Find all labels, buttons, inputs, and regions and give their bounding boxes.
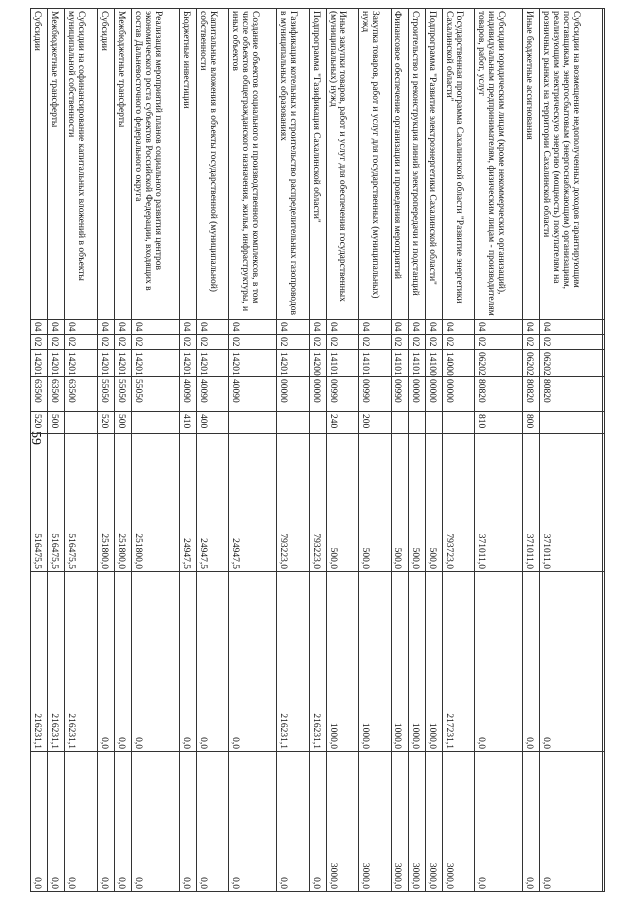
row-name-cell: Создание объектов социального и производственного комплексов, в том числе объектов общегражданского назначения, жилья, инфраструктуры, и иных объектов	[229, 9, 277, 320]
row-name-cell: Иные бюджетные ассигнования	[523, 9, 540, 320]
expense-type-cell: 240	[326, 412, 358, 434]
row-name-cell: Субсидии	[97, 9, 114, 320]
direction-code-cell: 00000	[425, 377, 442, 412]
expense-type-cell	[65, 412, 97, 434]
section-code-cell: 04	[196, 320, 228, 335]
program-code-cell: 14201	[48, 350, 65, 377]
amount-year1-cell: 371011,0	[540, 434, 603, 572]
amount-year3-cell: 3000,0	[408, 752, 425, 892]
amount-year3-cell: 0,0	[131, 752, 179, 892]
amount-year3-cell	[603, 752, 605, 892]
program-code-cell: 14101	[391, 350, 408, 377]
amount-year3-cell: 3000,0	[326, 752, 358, 892]
amount-year2-cell: 0,0	[97, 572, 114, 752]
amount-year2-cell	[603, 572, 605, 752]
section-code-cell: 04	[48, 320, 65, 335]
row-name-cell: Подпрограмма "Газификация Сахалинской области"	[309, 9, 326, 320]
row-name-cell: Субсидии	[31, 9, 48, 320]
amount-year1-cell: 371011,0	[523, 434, 540, 572]
row-name-cell: Строительство и реконструкция линий электропередачи и подстанций	[408, 9, 425, 320]
row-name-cell: Газификация котельных и строительство распределительных газопроводов в муниципальных образованиях	[277, 9, 309, 320]
subsection-code-cell: 02	[277, 335, 309, 350]
section-code-cell: 04	[408, 320, 425, 335]
amount-year2-cell: 1000,0	[425, 572, 442, 752]
amount-year3-cell: 0,0	[523, 752, 540, 892]
amount-year1-cell: 371011,0	[475, 434, 523, 572]
expense-type-cell: 810	[475, 412, 523, 434]
section-code-cell	[603, 320, 605, 335]
row-name-cell: Финансовое обеспечение организации и проведения мероприятий	[391, 9, 408, 320]
amount-year2-cell: 216231,1	[48, 572, 65, 752]
program-code-cell	[603, 350, 605, 377]
direction-code-cell: 55050	[114, 377, 131, 412]
direction-code-cell: 00990	[359, 377, 391, 412]
section-code-cell: 04	[31, 320, 48, 335]
amount-year1-cell: 24947,5	[229, 434, 277, 572]
program-code-cell: 06202	[523, 350, 540, 377]
table-row	[229, 9, 277, 892]
program-code-cell: 14200	[309, 350, 326, 377]
program-code-cell: 14100	[425, 350, 442, 377]
amount-year1-cell: 500,0	[359, 434, 391, 572]
amount-year1-cell: 793723,0	[442, 434, 474, 572]
amount-year3-cell: 0,0	[31, 752, 48, 892]
budget-table-container	[30, 8, 605, 891]
amount-year1-cell: 251800,0	[97, 434, 114, 572]
amount-year3-cell: 0,0	[475, 752, 523, 892]
amount-year1-cell: 516475,5	[48, 434, 65, 572]
direction-code-cell: 80820	[540, 377, 603, 412]
expense-type-cell	[391, 412, 408, 434]
row-name-cell: Государственная программа Сахалинской области "Развитие энергетики Сахалинской области"	[442, 9, 474, 320]
row-name-cell: Бюджетные инвестиции	[179, 9, 196, 320]
row-name-cell: Иные закупки товаров, работ и услуг для обеспечения государственных (муниципальных) нужд	[326, 9, 358, 320]
table-row	[425, 9, 442, 892]
amount-year2-cell: 0,0	[196, 572, 228, 752]
direction-code-cell: 00000	[309, 377, 326, 412]
section-code-cell: 04	[540, 320, 603, 335]
amount-year3-cell: 0,0	[196, 752, 228, 892]
section-code-cell: 04	[277, 320, 309, 335]
row-name-cell: Субсидии юридическим лицам (кроме некоммерческих организаций), индивидуальным предпринимателям, физическим лицам - производителям товаров, работ, услуг	[475, 9, 523, 320]
expense-type-cell: 520	[31, 412, 48, 434]
amount-year1-cell: 24947,5	[179, 434, 196, 572]
expense-type-cell: 800	[523, 412, 540, 434]
page-number: 59	[28, 431, 43, 445]
row-name-cell: Субсидии на возмещение недополученных доходов гарантирующим поставщикам, энергосбытовым (энергоснабжающим) организациям, реализующим электрическую энергию (мощность) покупателям на розничных рынках на территории Сахалинской области	[540, 9, 603, 320]
amount-year3-cell: 0,0	[309, 752, 326, 892]
direction-code-cell: 00000	[408, 377, 425, 412]
expense-type-cell	[425, 412, 442, 434]
row-name-cell: Реализация мероприятий планов социального развития центров экономического роста субъектов Российской Федерации, входящих в состав Дальневосточного федерального округа	[131, 9, 179, 320]
table-row	[309, 9, 326, 892]
subsection-code-cell: 02	[179, 335, 196, 350]
amount-year1-cell: 500,0	[391, 434, 408, 572]
amount-year1-cell: 500,0	[408, 434, 425, 572]
direction-code-cell: 00990	[326, 377, 358, 412]
section-code-cell: 04	[523, 320, 540, 335]
section-code-cell: 04	[442, 320, 474, 335]
direction-code-cell: 63500	[65, 377, 97, 412]
section-code-cell: 04	[475, 320, 523, 335]
program-code-cell: 14201	[196, 350, 228, 377]
amount-year2-cell: 1000,0	[391, 572, 408, 752]
section-code-cell: 04	[97, 320, 114, 335]
expense-type-cell: 200	[359, 412, 391, 434]
amount-year1-cell: 793223,0	[309, 434, 326, 572]
direction-code-cell	[603, 377, 605, 412]
program-code-cell: 14000	[442, 350, 474, 377]
subsection-code-cell: 02	[48, 335, 65, 350]
table-row	[603, 9, 605, 892]
expense-type-cell	[309, 412, 326, 434]
direction-code-cell: 40090	[196, 377, 228, 412]
amount-year1-cell: 500,0	[326, 434, 358, 572]
amount-year2-cell: 216231,1	[31, 572, 48, 752]
direction-code-cell: 63500	[48, 377, 65, 412]
expense-type-cell: 500	[114, 412, 131, 434]
amount-year2-cell: 0,0	[540, 572, 603, 752]
amount-year2-cell: 1000,0	[326, 572, 358, 752]
section-code-cell: 04	[425, 320, 442, 335]
amount-year2-cell: 0,0	[131, 572, 179, 752]
subsection-code-cell	[603, 335, 605, 350]
amount-year2-cell: 1000,0	[359, 572, 391, 752]
amount-year2-cell: 217231,1	[442, 572, 474, 752]
expense-type-cell: 500	[48, 412, 65, 434]
amount-year2-cell: 216231,1	[277, 572, 309, 752]
amount-year1-cell: 793223,0	[277, 434, 309, 572]
direction-code-cell: 63500	[31, 377, 48, 412]
table-row	[48, 9, 65, 892]
subsection-code-cell: 02	[359, 335, 391, 350]
section-code-cell: 04	[114, 320, 131, 335]
amount-year1-cell: 251800,0	[114, 434, 131, 572]
program-code-cell: 14201	[229, 350, 277, 377]
row-name-cell	[603, 9, 605, 320]
table-body	[31, 9, 605, 892]
amount-year3-cell: 3000,0	[442, 752, 474, 892]
subsection-code-cell: 02	[65, 335, 97, 350]
expense-type-cell	[603, 412, 605, 434]
section-code-cell: 04	[229, 320, 277, 335]
section-code-cell: 04	[179, 320, 196, 335]
amount-year1-cell	[603, 434, 605, 572]
amount-year2-cell: 0,0	[229, 572, 277, 752]
subsection-code-cell: 02	[475, 335, 523, 350]
direction-code-cell: 00990	[391, 377, 408, 412]
subsection-code-cell: 02	[442, 335, 474, 350]
expense-type-cell	[540, 412, 603, 434]
program-code-cell: 14101	[326, 350, 358, 377]
amount-year1-cell: 516475,5	[31, 434, 48, 572]
direction-code-cell: 00000	[442, 377, 474, 412]
amount-year3-cell: 0,0	[229, 752, 277, 892]
subsection-code-cell: 02	[196, 335, 228, 350]
subsection-code-cell: 02	[229, 335, 277, 350]
direction-code-cell: 55050	[131, 377, 179, 412]
table-row	[31, 9, 48, 892]
program-code-cell: 14201	[31, 350, 48, 377]
section-code-cell: 04	[131, 320, 179, 335]
amount-year2-cell: 0,0	[475, 572, 523, 752]
amount-year3-cell: 0,0	[48, 752, 65, 892]
table-row	[391, 9, 408, 892]
subsection-code-cell: 02	[523, 335, 540, 350]
amount-year2-cell: 216231,1	[309, 572, 326, 752]
table-row	[196, 9, 228, 892]
row-name-cell: Закупка товаров, работ и услуг для государственных (муниципальных) нужд	[359, 9, 391, 320]
table-row	[540, 9, 603, 892]
amount-year2-cell: 0,0	[523, 572, 540, 752]
table-row	[97, 9, 114, 892]
amount-year3-cell: 0,0	[179, 752, 196, 892]
subsection-code-cell: 02	[309, 335, 326, 350]
table-row	[65, 9, 97, 892]
row-name-cell: Субсидии на софинансирование капитальных вложений в объекты муниципальной собственности	[65, 9, 97, 320]
amount-year1-cell: 24947,5	[196, 434, 228, 572]
expense-type-cell: 400	[196, 412, 228, 434]
expense-type-cell: 520	[97, 412, 114, 434]
amount-year1-cell: 251800,0	[131, 434, 179, 572]
program-code-cell: 14101	[408, 350, 425, 377]
table-row	[523, 9, 540, 892]
amount-year3-cell: 3000,0	[359, 752, 391, 892]
amount-year3-cell: 0,0	[97, 752, 114, 892]
program-code-cell: 14201	[131, 350, 179, 377]
budget-table	[30, 8, 605, 892]
direction-code-cell: 40090	[179, 377, 196, 412]
expense-type-cell	[442, 412, 474, 434]
rotated-page	[30, 8, 605, 891]
program-code-cell: 06202	[540, 350, 603, 377]
subsection-code-cell: 02	[31, 335, 48, 350]
program-code-cell: 14201	[114, 350, 131, 377]
program-code-cell: 14201	[277, 350, 309, 377]
amount-year3-cell: 0,0	[114, 752, 131, 892]
table-row	[326, 9, 358, 892]
section-code-cell: 04	[359, 320, 391, 335]
row-name-cell: Подпрограмма "Развитие электроэнергетики Сахалинской области"	[425, 9, 442, 320]
amount-year3-cell: 0,0	[277, 752, 309, 892]
section-code-cell: 04	[309, 320, 326, 335]
subsection-code-cell: 02	[326, 335, 358, 350]
direction-code-cell: 55050	[97, 377, 114, 412]
section-code-cell: 04	[326, 320, 358, 335]
direction-code-cell: 80820	[475, 377, 523, 412]
section-code-cell: 04	[65, 320, 97, 335]
amount-year3-cell: 0,0	[65, 752, 97, 892]
table-row	[277, 9, 309, 892]
program-code-cell: 14201	[65, 350, 97, 377]
table-row	[442, 9, 474, 892]
table-row	[131, 9, 179, 892]
subsection-code-cell: 02	[408, 335, 425, 350]
table-row	[179, 9, 196, 892]
table-row	[359, 9, 391, 892]
table-row	[114, 9, 131, 892]
expense-type-cell	[408, 412, 425, 434]
program-code-cell: 14101	[359, 350, 391, 377]
subsection-code-cell: 02	[131, 335, 179, 350]
direction-code-cell: 80820	[523, 377, 540, 412]
amount-year1-cell: 516475,5	[65, 434, 97, 572]
row-name-cell: Капитальные вложения в объекты государственной (муниципальной) собственности	[196, 9, 228, 320]
subsection-code-cell: 02	[391, 335, 408, 350]
expense-type-cell	[229, 412, 277, 434]
amount-year1-cell: 500,0	[425, 434, 442, 572]
row-name-cell: Межбюджетные трансферты	[48, 9, 65, 320]
expense-type-cell	[277, 412, 309, 434]
subsection-code-cell: 02	[114, 335, 131, 350]
program-code-cell: 06202	[475, 350, 523, 377]
amount-year3-cell: 0,0	[540, 752, 603, 892]
amount-year2-cell: 1000,0	[408, 572, 425, 752]
program-code-cell: 14201	[179, 350, 196, 377]
subsection-code-cell: 02	[540, 335, 603, 350]
table-row	[408, 9, 425, 892]
direction-code-cell: 00000	[277, 377, 309, 412]
amount-year2-cell: 216231,1	[65, 572, 97, 752]
subsection-code-cell: 02	[425, 335, 442, 350]
amount-year2-cell: 0,0	[114, 572, 131, 752]
section-code-cell: 04	[391, 320, 408, 335]
program-code-cell: 14201	[97, 350, 114, 377]
row-name-cell: Межбюджетные трансферты	[114, 9, 131, 320]
amount-year3-cell: 3000,0	[391, 752, 408, 892]
expense-type-cell: 410	[179, 412, 196, 434]
amount-year3-cell: 3000,0	[425, 752, 442, 892]
table-row	[475, 9, 523, 892]
amount-year2-cell: 0,0	[179, 572, 196, 752]
subsection-code-cell: 02	[97, 335, 114, 350]
direction-code-cell: 40090	[229, 377, 277, 412]
expense-type-cell	[131, 412, 179, 434]
